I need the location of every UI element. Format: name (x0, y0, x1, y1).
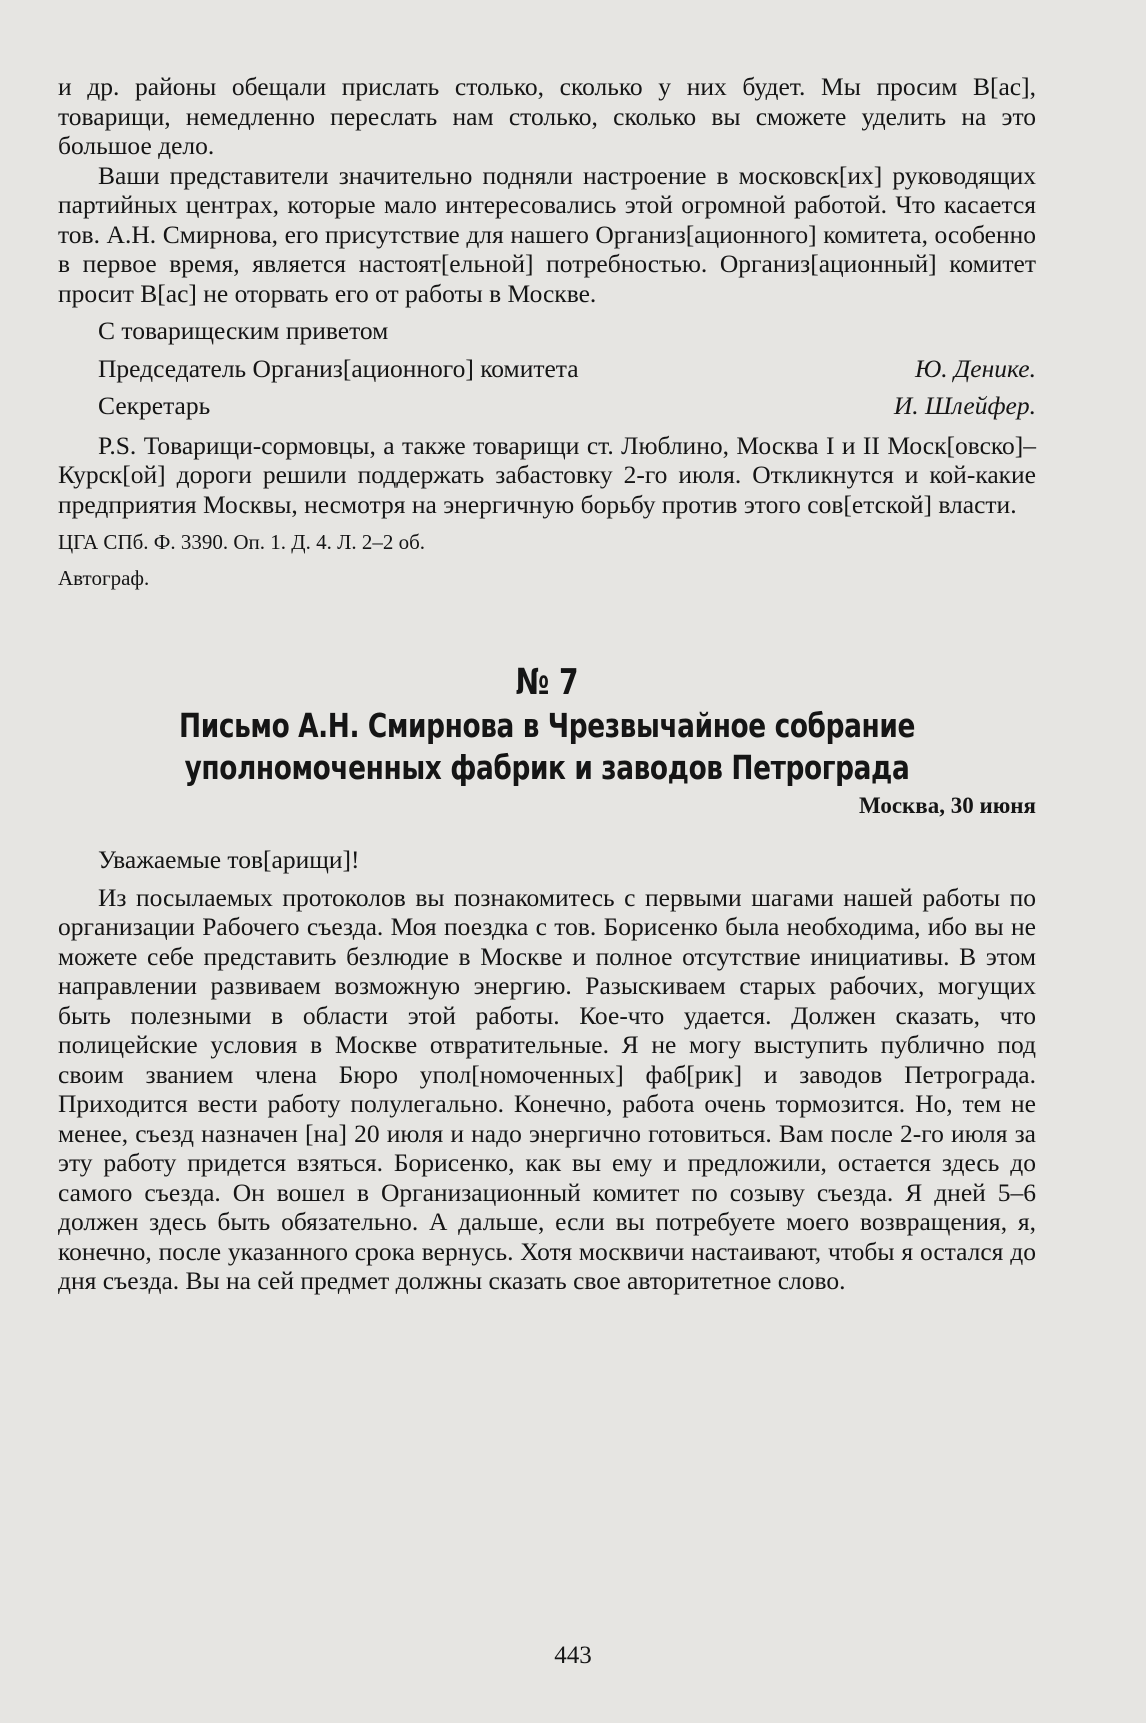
archive-reference: ЦГА СПб. Ф. 3390. Оп. 1. Д. 4. Л. 2–2 об. (58, 530, 426, 554)
chair-name: Ю. Денике. (914, 353, 1036, 383)
letter-greeting: С товарищеским приветом (98, 316, 389, 345)
document-date: Москва, 30 июня (858, 793, 1036, 818)
archive-type: Автограф. (58, 566, 150, 590)
document-number: № 7 (515, 662, 579, 703)
secretary-name: И. Шлейфер. (893, 391, 1036, 420)
document-salutation: Уважаемые тов[арищи]! (98, 845, 360, 874)
signature-chair (58, 354, 1036, 384)
letter-paragraph-1: и др. районы обещали прислать столько, сколько у них будет. Мы просим В[ас], товарищи, немедленно переслать нам столько, сколько вы сможете уделить на это большое дело. (58, 72, 1036, 160)
signature-secretary (58, 391, 1036, 421)
chair-role: Председатель Организ[ационного] комитета (98, 353, 579, 383)
secretary-role: Секретарь (98, 391, 211, 420)
letter-paragraph-2: Ваши представители значительно подняли настроение в московск[их] руководящих партийных центрах, которые мало интересовались этой огромной работой. Что касается тов. А.Н. Смирнова, его присутствие для нашего Организ[ационного] комитета, особенно в первое время, является настоят[ельной] потребностью. Организ[ационный] комитет просит В[ас] не оторвать его от работы в Москве. (58, 160, 1036, 308)
page-number: 443 (554, 1642, 592, 1669)
document-title-line-1: Письмо А.Н. Смирнова в Чрезвычайное собрание (179, 706, 915, 745)
postscript: P.S. Товарищи-сормовцы, а также товарищи ст. Люблино, Москва I и II Моск[овско]–Курск[ой] дороги решили поддержать забастовку 2-го июля. Откликнутся и кой-какие предприятия Москвы, несмотря на энергичную борьбу против этого сов[етской] власти. (58, 430, 1036, 519)
page-content (58, 72, 1036, 1296)
document-body: Из посылаемых протоколов вы познакомитесь с первыми шагами нашей работы по организации Рабочего съезда. Моя поездка с тов. Борисенко была необходима, ибо вы не можете себе представить безлюдие в Москве и полное отсутствие инициативы. В этом направлении развиваем возможную энергию. Разыскиваем старых рабочих, могущих быть полезными в области этой работы. Кое-что удается. Должен сказать, что полицейские условия в Москве отвратительные. Я не могу выступить публично под своим званием члена Бюро упол[номоченных] фаб[рик] и заводов Петрограда. Приходится вести работу полулегально. Конечно, работа очень тормозится. Но, тем не менее, съезд назначен [на] 20 июля и надо энергично готовиться. Вам после 2-го июля за эту работу придется взяться. Борисенко, как вы ему и предложили, остается здесь до самого съезда. Он вошел в Организационный комитет по созыву съезда. Я дней 5–6 должен здесь быть обязательно. А дальше, если вы потребуете моего возвращения, я, конечно, после указанного срока вернусь. Хотя москвичи настаивают, чтобы я остался до дня съезда. Вы на сей предмет должны сказать свое авторитетное слово. (58, 882, 1036, 1295)
document-title-line-2: уполномоченных фабрик и заводов Петрограда (184, 748, 910, 787)
